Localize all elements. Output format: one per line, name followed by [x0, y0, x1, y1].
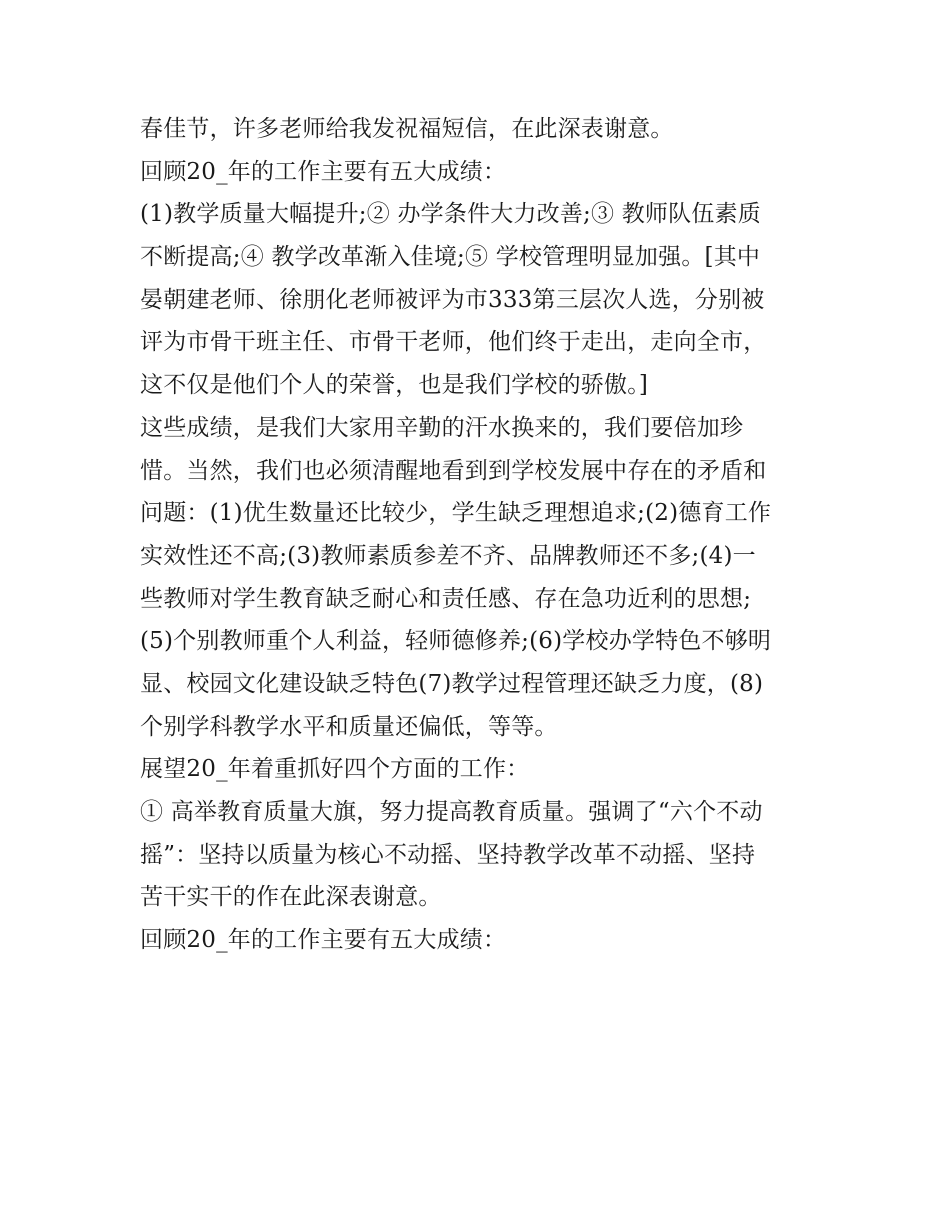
- text-line: ① 高举教育质量大旗，努力提高教育质量。强调了“六个不动: [140, 799, 763, 825]
- text-line: 摇”：坚持以质量为核心不动摇、坚持教学改革不动摇、坚持: [140, 841, 756, 868]
- text-line: 苦干实干的作在此深表谢意。: [140, 884, 442, 911]
- document-body: [140, 108, 830, 962]
- text-line: 问题：(1)优生数量还比较少，学生缺乏理想追求;(2)德育工作: [140, 500, 772, 527]
- text-line: 显、校园文化建设缺乏特色(7)教学过程管理还缺乏力度，(8): [140, 670, 764, 697]
- text-line: (5)个别教师重个人利益，轻师德修养;(6)学校办学特色不够明: [140, 628, 772, 655]
- text-line: 这不仅是他们个人的荣誉，也是我们学校的骄傲。]: [140, 372, 649, 399]
- text-line: 实效性还不高;(3)教师素质参差不齐、品牌教师还不多;(4)一: [140, 542, 756, 569]
- text-line: 晏朝建老师、徐朋化老师被评为市333第三层次人选，分别被: [140, 286, 765, 313]
- text-line: 些教师对学生教育缺乏耐心和责任感、存在急功近利的思想;: [140, 585, 752, 612]
- text-line: 评为市骨干班主任、市骨干老师，他们终于走出，走向全市，: [140, 329, 767, 356]
- text-line: (1)教学质量大幅提升;② 办学条件大力改善;③ 教师队伍素质: [140, 201, 761, 228]
- text-line: 不断提高;④ 教学改革渐入佳境;⑤ 学校管理明显加强。[其中: [140, 244, 761, 271]
- text-line: 这些成绩，是我们大家用辛勤的汗水换来的，我们要倍加珍: [140, 414, 744, 441]
- text-line: 回顾20_年的工作主要有五大成绩：: [140, 158, 507, 185]
- text-line: 个别学科教学水平和质量还偏低，等等。: [140, 713, 558, 740]
- text-line: 回顾20_年的工作主要有五大成绩：: [140, 927, 507, 954]
- text-line: 惜。当然，我们也必须清醒地看到到学校发展中存在的矛盾和: [140, 457, 767, 484]
- text-line: 春佳节，许多老师给我发祝福短信，在此深表谢意。: [140, 116, 674, 142]
- text-line: 展望20_年着重抓好四个方面的工作：: [140, 756, 530, 783]
